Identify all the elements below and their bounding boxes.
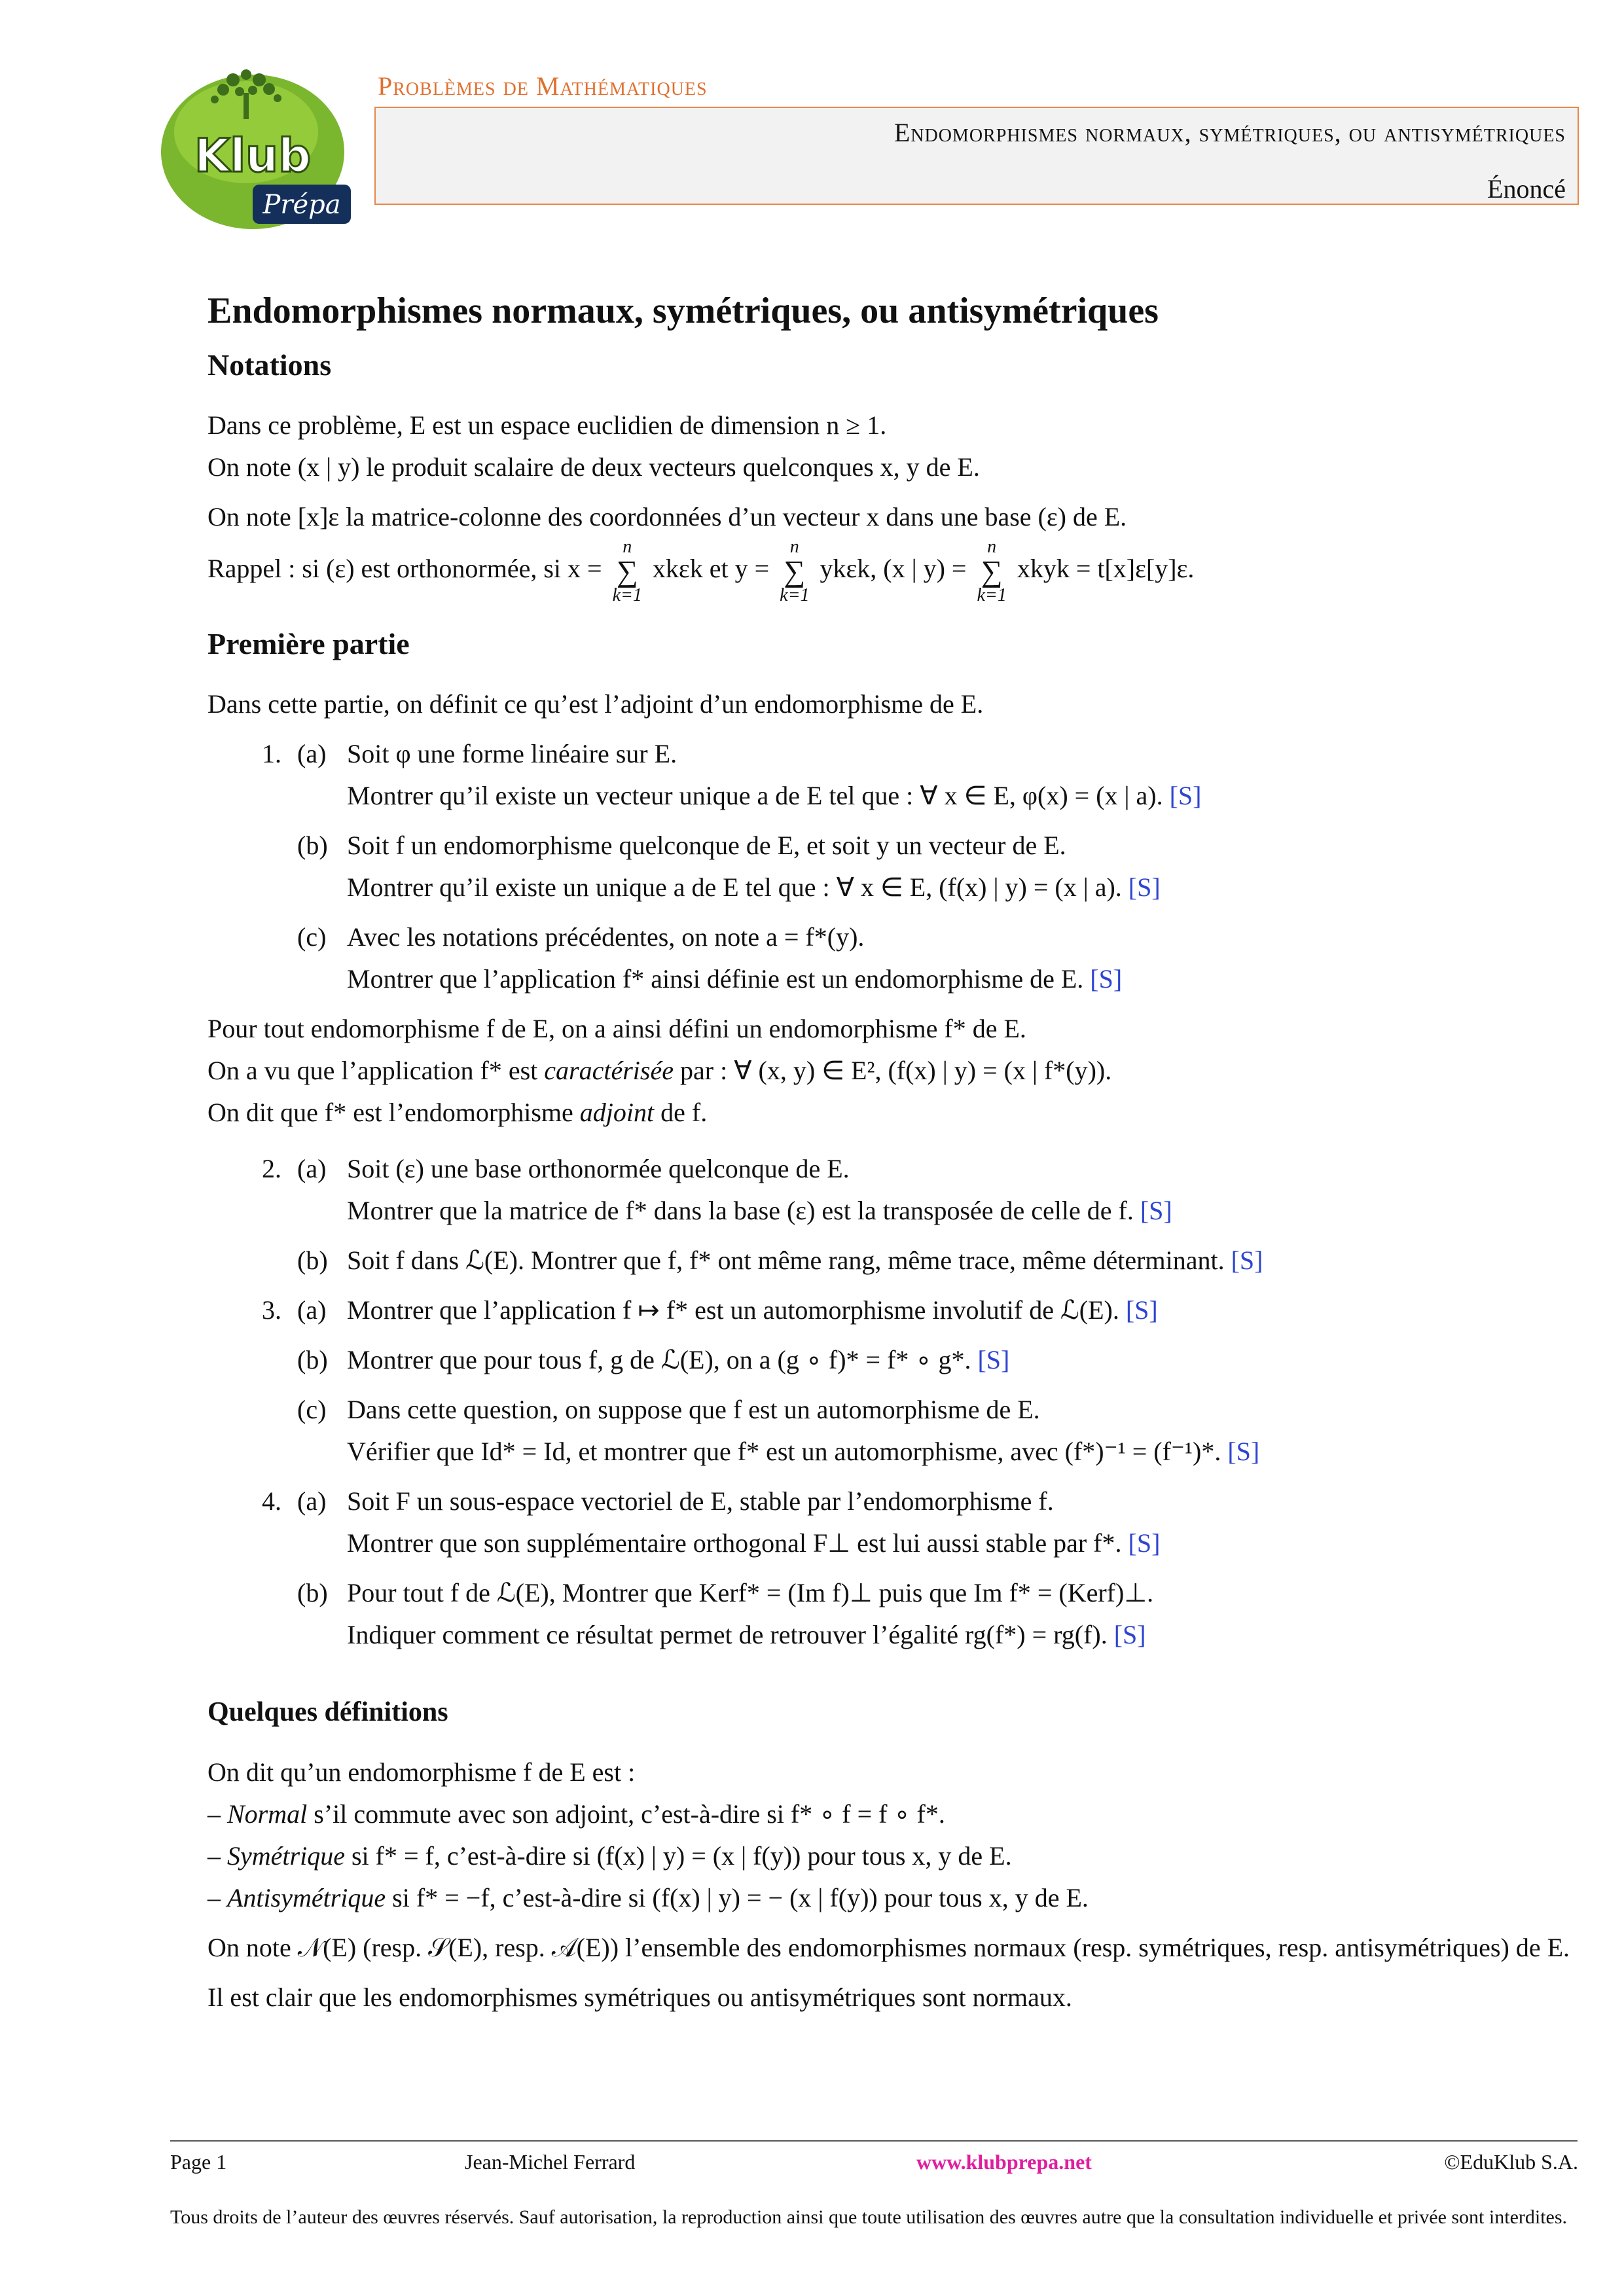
footer-author: Jean-Michel Ferrard [465, 2150, 636, 2174]
solution-link[interactable]: [S] [1231, 1246, 1263, 1275]
question-4a [208, 1480, 1579, 1564]
defs-notation: On note 𝒩(E) (resp. 𝒮(E), resp. 𝒜(E)) l’ensemble des endomorphismes normaux (resp. symétriques, resp. antisymétriques) de E. [208, 1933, 1570, 1962]
logo-text-klub: Klub [194, 129, 312, 183]
definition-line-3: On dit que f* est l’endomorphisme adjoint de f. [208, 1098, 708, 1127]
question-number: 2. [262, 1154, 281, 1183]
recall-part-d: xkyk = t[x]ε[y]ε. [1010, 554, 1195, 584]
question-text: Montrer que pour tous f, g de ℒ(E), on a (g ∘ f)* = f* ∘ g*. [347, 1345, 971, 1374]
recall-part-b: xkεk et y = [645, 554, 776, 584]
question-3a [208, 1289, 1579, 1331]
recall-part-a: Rappel : si (ε) est orthonormée, si x = [208, 554, 609, 584]
subquestion-label: (a) [297, 1486, 327, 1516]
question-text: Indiquer comment ce résultat permet de retrouver l’égalité rg(f*) = rg(f). [347, 1620, 1108, 1649]
question-text: Soit (ε) une base orthonormée quelconque de E. [347, 1154, 850, 1183]
question-text: Soit f dans ℒ(E). Montrer que f, f* ont même rang, même trace, même déterminant. [347, 1246, 1225, 1275]
question-text: Dans cette question, on suppose que f est un automorphisme de E. [347, 1395, 1040, 1424]
question-text: Soit F un sous-espace vectoriel de E, stable par l’endomorphisme f. [347, 1486, 1054, 1516]
subquestion-label: (b) [297, 1578, 328, 1607]
question-2a [208, 1148, 1579, 1232]
defs-antisymmetric: – Antisymétrique si f* = −f, c’est-à-dire si (f(x) | y) = − (x | f(y)) pour tous x, y de E. [208, 1883, 1089, 1912]
section-heading-definitions: Quelques définitions [208, 1697, 448, 1727]
question-1b [208, 825, 1579, 908]
question-text: Avec les notations précédentes, on note a = f*(y). [347, 922, 865, 952]
notation-line-2: On note (x | y) le produit scalaire de deux vecteurs quelconques x, y de E. [208, 452, 980, 482]
question-text: Montrer que l’application f* ainsi définie est un endomorphisme de E. [347, 964, 1084, 994]
question-number: 3. [262, 1295, 281, 1325]
question-text: Montrer qu’il existe un vecteur unique a de E tel que : ∀ x ∈ E, φ(x) = (x | a). [347, 781, 1163, 810]
subquestion-label: (a) [297, 739, 327, 768]
footer-site-link[interactable]: www.klubprepa.net [916, 2150, 1092, 2174]
sum-symbol: n ∑ k=1 [612, 537, 642, 605]
solution-link[interactable]: [S] [1090, 964, 1123, 994]
question-text: Soit f un endomorphisme quelconque de E, et soit y un vecteur de E. [347, 831, 1066, 860]
question-1a [208, 733, 1579, 817]
question-3b [208, 1339, 1579, 1381]
question-2b [208, 1240, 1579, 1282]
solution-link[interactable]: [S] [1140, 1196, 1172, 1225]
sum-symbol: n ∑ k=1 [977, 537, 1007, 605]
series-title: Problèmes de Mathématiques [378, 71, 708, 101]
footer-page: Page 1 [170, 2150, 227, 2174]
question-3c [208, 1389, 1579, 1473]
footer-copyright: ©EduKlub S.A. [1444, 2150, 1578, 2174]
solution-link[interactable]: [S] [1125, 1295, 1158, 1325]
part1-intro: Dans cette partie, on définit ce qu’est l’adjoint d’un endomorphisme de E. [208, 689, 984, 719]
notation-line-3: On note [x]ε la matrice-colonne des coordonnées d’un vecteur x dans une base (ε) de E. [208, 502, 1127, 531]
notation-line-4 [208, 538, 1579, 610]
notation-line-1: Dans ce problème, E est un espace euclidien de dimension n ≥ 1. [208, 410, 887, 440]
question-text: Montrer qu’il existe un unique a de E tel que : ∀ x ∈ E, (f(x) | y) = (x | a). [347, 872, 1122, 902]
klubprepa-logo [154, 60, 357, 232]
defs-conclusion: Il est clair que les endomorphismes symétriques ou antisymétriques sont normaux. [208, 1982, 1072, 2012]
footer-divider [170, 2140, 1578, 2142]
subquestion-label: (b) [297, 1246, 328, 1275]
solution-link[interactable]: [S] [1113, 1620, 1146, 1649]
question-1c [208, 916, 1579, 1000]
subquestion-label: (b) [297, 1345, 328, 1374]
question-4b [208, 1572, 1579, 1656]
question-text: Pour tout f de ℒ(E), Montrer que Kerf* = (Im f)⊥ puis que Im f* = (Kerf)⊥. [347, 1578, 1154, 1607]
logo-text-prepa: Prépa [262, 190, 341, 220]
question-text: Montrer que la matrice de f* dans la base (ε) est la transposée de celle de f. [347, 1196, 1134, 1225]
definition-line-1: Pour tout endomorphisme f de E, on a ainsi défini un endomorphisme f* de E. [208, 1014, 1026, 1043]
defs-line-1: On dit qu’un endomorphisme f de E est : [208, 1757, 636, 1787]
subquestion-label: (c) [297, 1395, 327, 1424]
question-number: 4. [262, 1486, 281, 1516]
section-heading-notations: Notations [208, 348, 332, 382]
question-text: Vérifier que Id* = Id, et montrer que f* est un automorphisme, avec (f*)⁻¹ = (f⁻¹)*. [347, 1437, 1221, 1466]
question-text: Soit φ une forme linéaire sur E. [347, 739, 677, 768]
solution-link[interactable]: [S] [977, 1345, 1010, 1374]
footer-legal: Tous droits de l’auteur des œuvres réservés. Sauf autorisation, la reproduction ainsi que toute utilisation des œuvres autre que la consultation individuelle et privée sont interdites. [170, 2206, 1568, 2228]
subquestion-label: (c) [297, 922, 327, 952]
header-box [374, 107, 1579, 205]
question-number: 1. [262, 739, 281, 768]
subquestion-label: (b) [297, 831, 328, 860]
recall-part-c: ykεk, (x | y) = [813, 554, 973, 584]
subquestion-label: (a) [297, 1295, 327, 1325]
document-body [208, 288, 1579, 2018]
page-title: Endomorphismes normaux, symétriques, ou antisymétriques [208, 291, 1159, 331]
sum-symbol: n ∑ k=1 [780, 537, 810, 605]
solution-link[interactable]: [S] [1128, 872, 1161, 902]
defs-normal: – Normal s’il commute avec son adjoint, c’est-à-dire si f* ∘ f = f ∘ f*. [208, 1799, 945, 1829]
defs-symmetric: – Symétrique si f* = f, c’est-à-dire si (f(x) | y) = (x | f(y)) pour tous x, y de E. [208, 1841, 1012, 1871]
section-heading-part1: Première partie [208, 627, 410, 660]
question-text: Montrer que l’application f ↦ f* est un automorphisme involutif de ℒ(E). [347, 1295, 1119, 1325]
solution-link[interactable]: [S] [1128, 1528, 1161, 1558]
header-label: Énoncé [1487, 174, 1566, 204]
header-subtitle: Endomorphismes normaux, symétriques, ou antisymétriques [893, 118, 1566, 147]
solution-link[interactable]: [S] [1227, 1437, 1260, 1466]
definition-line-2: On a vu que l’application f* est caractérisée par : ∀ (x, y) ∈ E², (f(x) | y) = (x | f*(y)). [208, 1056, 1112, 1085]
question-text: Montrer que son supplémentaire orthogonal F⊥ est lui aussi stable par f*. [347, 1528, 1122, 1558]
solution-link[interactable]: [S] [1169, 781, 1202, 810]
subquestion-label: (a) [297, 1154, 327, 1183]
